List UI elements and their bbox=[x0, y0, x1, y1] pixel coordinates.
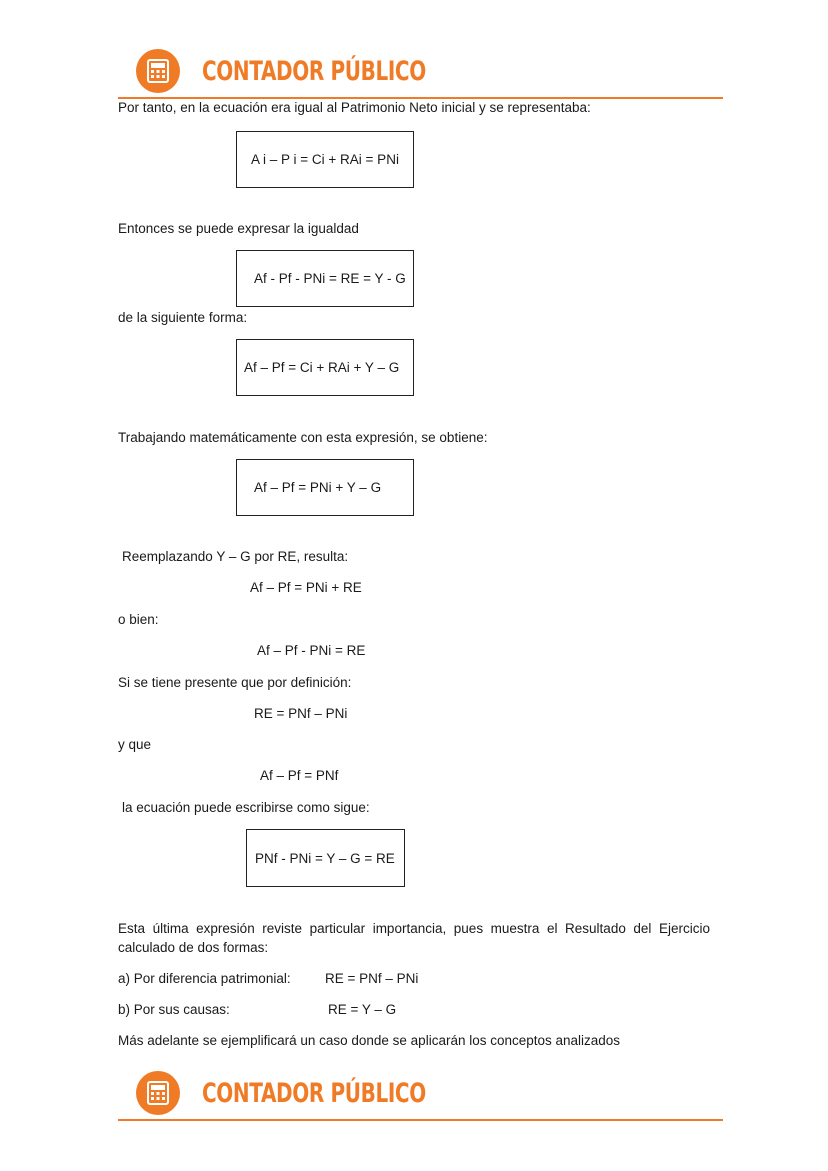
footer-logo bbox=[136, 1070, 504, 1116]
equation: A i – P i = Ci + RAi = PNi bbox=[251, 152, 399, 167]
paragraph: Más adelante se ejemplificará un caso donde se aplicarán los conceptos analizados bbox=[118, 1033, 621, 1048]
equation: Af – Pf = Ci + RAi + Y – G bbox=[244, 360, 400, 375]
equation-box bbox=[236, 250, 414, 307]
equation-box bbox=[236, 459, 414, 516]
paragraph: Reemplazando Y – G por RE, resulta: bbox=[122, 549, 349, 564]
paragraph: la ecuación puede escribirse como sigue: bbox=[122, 800, 370, 815]
equation: Af – Pf = PNf bbox=[260, 768, 339, 783]
equation: PNf - PNi = Y – G = RE bbox=[255, 850, 395, 866]
paragraph: Entonces se puede expresar la igualdad bbox=[118, 221, 359, 236]
paragraph: o bien: bbox=[118, 612, 159, 627]
equation-box bbox=[236, 131, 414, 188]
equation: Af – Pf = PNi + Y – G bbox=[254, 480, 382, 495]
paragraph: Trabajando matemáticamente con esta expresión, se obtiene: bbox=[118, 430, 488, 445]
brand-title: CONTADOR PÚBLICO bbox=[202, 55, 426, 87]
list-item-label: b) Por sus causas: bbox=[118, 1002, 230, 1017]
paragraph: de la siguiente forma: bbox=[118, 310, 248, 325]
paragraph: Esta última expresión reviste particular importancia, pues muestra el Resultado del Ejercicio calculado de dos formas: bbox=[118, 921, 710, 955]
brand-title: CONTADOR PÚBLICO bbox=[202, 1077, 426, 1109]
paragraph: y que bbox=[118, 737, 152, 752]
footer-rule bbox=[118, 1119, 723, 1121]
header-logo bbox=[136, 48, 504, 94]
equation: Af - Pf - PNi = RE = Y - G bbox=[254, 271, 406, 286]
calculator-icon bbox=[136, 49, 180, 93]
list-item-equation: RE = PNf – PNi bbox=[325, 971, 419, 986]
equation-box bbox=[236, 339, 414, 396]
paragraph: Por tanto, en la ecuación era igual al Patrimonio Neto inicial y se representaba: bbox=[118, 100, 591, 115]
list-item-label: a) Por diferencia patrimonial: bbox=[118, 971, 291, 986]
header-rule bbox=[118, 97, 723, 99]
equation: RE = PNf – PNi bbox=[254, 706, 348, 721]
equation-box bbox=[246, 829, 405, 887]
list-item-equation: RE = Y – G bbox=[328, 1002, 397, 1017]
calculator-icon bbox=[136, 1071, 180, 1115]
paragraph: Si se tiene presente que por definición: bbox=[118, 675, 352, 690]
equation: Af – Pf = PNi + RE bbox=[250, 580, 362, 595]
equation: Af – Pf - PNi = RE bbox=[257, 643, 366, 658]
